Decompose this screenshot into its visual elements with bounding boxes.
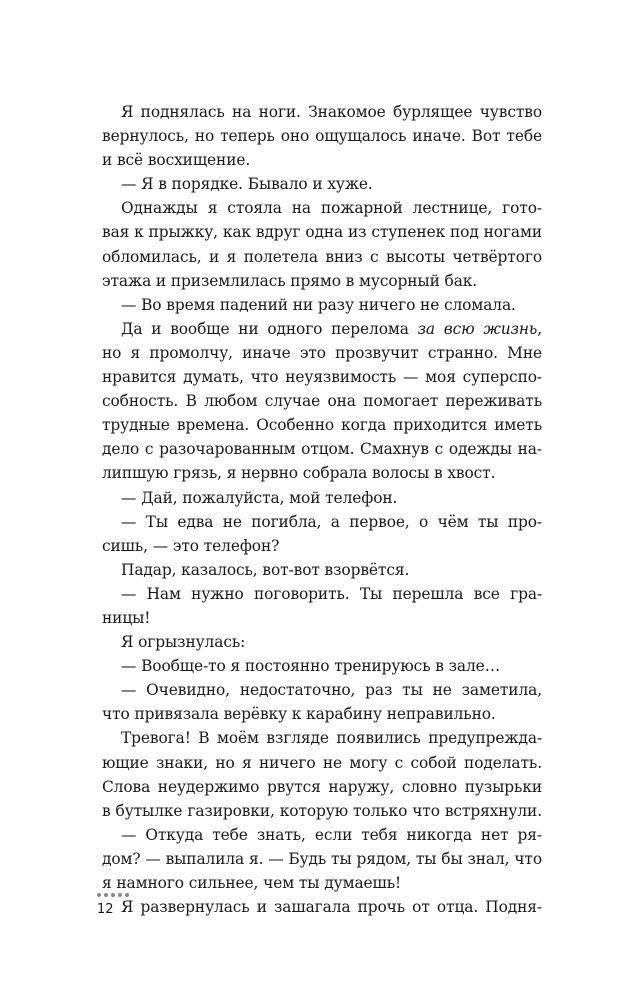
- text-line: — Я в порядке. Бывало и хуже.: [121, 175, 373, 194]
- text-line: дело с разочарованным отцом. Смахнув с одежды на-: [102, 440, 542, 459]
- ornament-dot: [97, 893, 101, 897]
- text-line: — Вообще-то я постоянно тренируюсь в зале…: [121, 657, 500, 676]
- text-line: нравится думать, что неуязвимость — моя суперспо-: [102, 368, 542, 387]
- ornament-dot: [111, 893, 115, 897]
- text-line: обломилась, и я полетела вниз с высоты четвёртого: [102, 247, 542, 266]
- ornament-dot: [104, 893, 108, 897]
- text-line: Однажды я стояла на пожарной лестнице, гото-: [121, 199, 542, 218]
- text-line: Падар, казалось, вот-вот взорвётся.: [121, 560, 410, 579]
- page-number: 12: [97, 902, 114, 917]
- text-line: — Очевидно, недостаточно, раз ты не заметила,: [121, 681, 542, 700]
- text-line: дом? — выпалила я. — Будь ты рядом, ты бы знал, что: [102, 849, 542, 868]
- text-line: — Откуда тебе знать, если тебя никогда нет ря-: [121, 825, 542, 844]
- text-line: трудные времена. Особенно когда приходится иметь: [102, 416, 542, 435]
- text-line: Я поднялась на ноги. Знакомое бурлящее чувство: [121, 103, 542, 121]
- text-line: — Ты едва не погибла, а первое, о чём ты про-: [121, 512, 542, 531]
- text-line: но я промолчу, иначе это прозвучит странно. Мне: [102, 343, 542, 362]
- text-line: — Нам нужно поговорить. Ты перешла все гра-: [121, 584, 542, 603]
- body-text: [102, 100, 542, 919]
- text-line: собность. В любом случае она помогает переживать: [102, 392, 542, 411]
- text-line: ницы!: [102, 608, 151, 627]
- text-line: ющие знаки, но я ничего не могу с собой поделать.: [102, 753, 542, 772]
- text-line: Я развернулась и зашагала прочь от отца. Подня-: [121, 898, 542, 917]
- italic-phrase: за всю жизнь: [417, 319, 538, 338]
- text-line: этажа и приземлилась прямо в мусорный бак.: [102, 271, 478, 290]
- text-fragment: Да и вообще ни одного перелома: [121, 319, 418, 338]
- page-ornament: [97, 893, 129, 897]
- ornament-dot: [118, 893, 122, 897]
- text-line: в бутылке газировки, которую только что встряхнули.: [102, 801, 542, 820]
- text-line: Я огрызнулась:: [121, 633, 246, 652]
- text-line: вернулось, но теперь оно ощущалось иначе. Вот тебе: [102, 127, 542, 146]
- text-line: Тревога! В моём взгляде появились предупрежда-: [121, 729, 542, 748]
- text-line: что привязала верёвку к карабину неправильно.: [102, 705, 496, 724]
- text-line: я намного сильнее, чем ты думаешь!: [102, 874, 402, 892]
- text-line: и всё восхищение.: [102, 151, 251, 170]
- text-line: — Дай, пожалуйста, мой телефон.: [121, 488, 398, 507]
- ornament-dot: [125, 893, 129, 897]
- text-line: сишь, — это телефон?: [102, 536, 280, 555]
- text-line: [102, 317, 542, 341]
- text-line: — Во время падений ни разу ничего не сломала.: [121, 295, 516, 314]
- text-line: вая к прыжку, как вдруг одна из ступенек под ногами: [102, 223, 542, 242]
- text-line: Слова неудержимо рвутся наружу, словно пузырьки: [102, 777, 542, 796]
- text-line: липшую грязь, я нервно собрала волосы в хвост.: [102, 464, 496, 483]
- text-fragment: ,: [537, 319, 542, 338]
